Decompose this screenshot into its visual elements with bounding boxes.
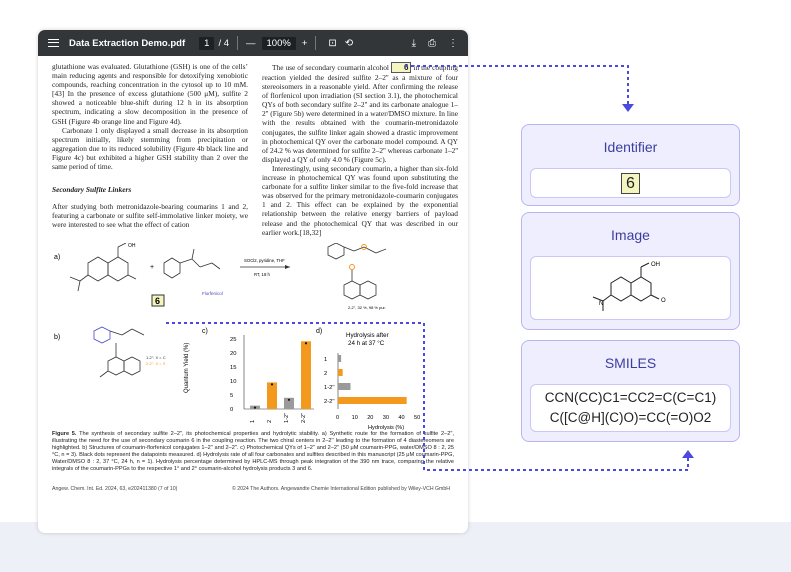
smiles-card-title: SMILES — [604, 354, 657, 371]
c-datapoint — [305, 342, 307, 344]
page-total: / 4 — [218, 37, 229, 49]
zoom-in-button[interactable]: + — [301, 37, 308, 49]
d-x-tick-label: 10 — [351, 414, 358, 421]
panel-label-a: a) — [54, 253, 61, 261]
c-datapoint — [288, 398, 290, 400]
product-structure — [328, 243, 386, 299]
document-title: Data Extraction Demo.pdf — [69, 37, 186, 49]
plus-sign: + — [150, 263, 155, 271]
paragraph: After studying both metronidazole-bearing coumarins 1 and 2, featuring a carbonate or sulfite self-immolative linker moiety, we were interested to see what the effect of cation — [52, 202, 248, 230]
pdf-toolbar — [38, 30, 468, 56]
image-card-body — [530, 256, 731, 320]
d-x-axis-label: Hydrolysis (%) — [368, 424, 405, 431]
reagents-label: SOCl2, pyridine, THF — [244, 257, 285, 263]
conjugate-structure — [94, 327, 144, 377]
figure-caption — [52, 431, 458, 473]
panel-label-d: d) — [316, 327, 323, 335]
c-y-tick-label: 10 — [230, 378, 237, 385]
compound-id-text: 6 — [155, 295, 161, 306]
right-column — [262, 62, 458, 237]
c-bars — [250, 341, 311, 423]
fit-page-icon[interactable]: ⊡ — [328, 37, 337, 49]
florfenicol-label: Florfenicol — [202, 290, 223, 296]
d-title-line-1: Hydrolysis after — [346, 331, 389, 339]
panel-label-c: c) — [202, 327, 208, 335]
smiles-line-1[interactable]: CCN(CC)C1=CC2=C(C=C1) — [544, 390, 717, 405]
d-bar — [338, 369, 343, 376]
arrow-head — [682, 450, 694, 458]
figure-graphics — [52, 243, 458, 431]
identifier-card — [521, 124, 740, 206]
product-label: 2-2'', 32 %, 98 % pur. — [348, 304, 386, 310]
image-card-title: Image — [611, 226, 650, 243]
section-heading: Secondary Sulfite Linkers — [52, 185, 132, 195]
c-datapoint — [271, 383, 273, 385]
c-bar — [267, 382, 277, 409]
compound-id-badge[interactable] — [152, 295, 164, 306]
identifier-card-title: Identifier — [603, 138, 658, 155]
paragraph: Interestingly, using secondary coumarin, a higher than six-fold increase in photochemical QY was found upon substituting the carbonate for a sulfite linker similar to the five-fold increase that was observed for the primary metronidazole-coumarin conjugates 1 and 2. This effect can be explained by the exponential relationship between the relative energy barriers of payload release and the photochemical QY that was described in our earlier work.[18,32] — [262, 163, 458, 237]
smiles-card-body — [530, 384, 731, 432]
c-y-tick-label: 25 — [230, 336, 237, 343]
c-x-tick-label: 2 — [267, 419, 273, 423]
paragraph-text: The use of secondary coumarin alcohol — [272, 63, 389, 72]
pdf-viewer — [38, 30, 468, 533]
chiral-center-marker — [350, 264, 355, 269]
florfenicol-structure — [164, 249, 220, 278]
image-card — [521, 212, 740, 330]
smiles-card — [521, 340, 740, 442]
d-bar — [338, 355, 341, 362]
structure-legend-1: 1-2'': X = C — [146, 354, 166, 360]
caption-text: The synthesis of secondary sulfite 2–2'', its photochemical properties and hydrolytic stability. a) Synthetic route for the formation of sulfite 2–2'', illustrating the need for the use of secondary coumarin 6 in the coupling reaction. The two chiral centers in 2–2'' leading to the formation of 4 diastereomers are highlighted. b) Structures of coumarin-florfenicol conjugates 1–2'' and 2–2''. c) Photochemical QYs of 1–2'' and 2–2'' (50 μM coumarin-PPG, water/DMSO 8 : 2, 25 °C, n = 3). Black dots represent the datapoints measured. d) Hydrolysis rate of all four carbonates and sulfites described in this manuscript (25 μM coumarin-PPG, Water/DMSO 8 : 2, 37 °C, 24 h, n = 1). Hydrolysis percentage determined by HPLC-MS through peak integration of the 390 nm trace, comparing the relative integrals of the coumarin-PPGs to the respective 1° and 2° coumarin-alcohol hydrolysis products 3 and 6. — [52, 430, 455, 472]
footer-copyright: © 2024 The Authors. Angewandte Chemie International Edition published by Wiley-VCH GmbH — [232, 485, 450, 492]
d-x-tick-label: 50 — [414, 414, 421, 421]
d-category-label: 1-2'' — [324, 384, 335, 391]
c-y-tick-label: 15 — [230, 364, 237, 371]
c-x-tick-label: 2-2'' — [301, 412, 307, 423]
smiles-line-2[interactable]: C([C@H](C)O)=CC(=O)O2 — [549, 410, 712, 425]
d-bars — [324, 355, 420, 421]
page-footer — [52, 485, 458, 494]
arrow-head — [285, 265, 290, 269]
conditions-label: RT, 18 h — [254, 271, 270, 277]
d-bar — [338, 397, 407, 404]
paragraph: glutathione was evaluated. Glutathione (GSH) is one of the cells’ main reducing agents and responsible for detoxifying xenobiotic compounds, reaching concentration in the cytosol up to 10 mM.[43] In the presence of excess glutathione (500 μM), sulfite 2 showed a noticeable blue-shift during 12 h in its absorption spectrum, indicating a slow decomposition in the presence of GSH (Figure 4b orange line and Figure 4d). — [52, 62, 248, 126]
d-x-tick-label: 0 — [336, 414, 340, 421]
panel-label-b: b) — [54, 333, 61, 341]
zoom-level-input[interactable]: 100% — [262, 37, 296, 50]
c-y-tick-label: 5 — [230, 392, 234, 399]
identifier-highlight[interactable]: 6 — [391, 62, 411, 73]
download-icon[interactable]: ⤓ — [411, 37, 416, 49]
c-x-tick-label: 1-2'' — [284, 412, 290, 423]
caption-label: Figure 5. — [52, 430, 77, 437]
toolbar-divider — [315, 36, 316, 50]
d-x-tick-label: 40 — [398, 414, 405, 421]
c-x-tick-label: 1 — [250, 419, 256, 423]
coumarin-6-structure — [70, 243, 136, 291]
figure-5 — [52, 243, 458, 431]
zoom-out-button[interactable]: — — [246, 37, 256, 49]
print-icon[interactable]: ⎙ — [428, 37, 436, 49]
c-y-ticks — [230, 337, 236, 413]
d-category-label: 2 — [324, 370, 328, 377]
identifier-value[interactable]: 6 — [621, 173, 640, 194]
d-category-label: 1 — [324, 356, 328, 363]
more-icon[interactable]: ⋮ — [448, 37, 458, 49]
d-bar — [338, 383, 350, 390]
molecule-structure-icon — [581, 259, 681, 317]
c-bar — [301, 341, 311, 409]
identifier-card-body — [530, 168, 731, 198]
d-title-line-2: 24 h at 37 °C — [348, 339, 385, 347]
menu-icon[interactable] — [48, 39, 59, 47]
c-y-tick-label: 20 — [230, 350, 237, 357]
rotate-icon[interactable]: ⟲ — [344, 37, 354, 49]
footer-citation: Angew. Chem. Int. Ed. 2024, 63, e202411380 (7 of 10) — [52, 485, 178, 492]
page-number-input[interactable]: 1 — [199, 37, 214, 50]
structure-legend-2: 2-2'': X = S — [146, 360, 166, 366]
c-y-tick-label: 0 — [230, 406, 234, 413]
c-y-axis-label: Quantum Yield (%) — [184, 342, 190, 393]
n-label: N — [598, 301, 603, 307]
arrow-head — [622, 104, 634, 112]
o-label: O — [660, 298, 666, 304]
pdf-page — [38, 56, 468, 494]
d-x-tick-label: 30 — [382, 414, 390, 421]
oh-label: OH — [650, 262, 660, 268]
left-column — [52, 62, 248, 237]
toolbar-divider — [237, 36, 238, 50]
c-datapoint — [254, 406, 256, 408]
d-x-tick-label: 20 — [367, 414, 374, 421]
paragraph: Carbonate 1 only displayed a small decrease in its absorption spectrum initially, likely stemming from precipitation or aggregation due to its reduced solubility (Figure 4b black line and Figure 4c) but exhibited a higher GSH stability than 2 over the same period of time. — [52, 125, 248, 172]
oh-label: OH — [128, 242, 136, 249]
paragraph-text: in the coupling reaction yielded the desired sulfite 2–2'' as a mixture of four stereoisomers in a reasonable yield. After confirming the release of florfenicol upon irradiation (SI section 3.1), the photochemical QYs of both secondary sulfite 2–2'' and its carbonate analogue 1–2'' (Figure 5b) were determined in a water/DMSO mixture. In line with the results obtained with the coumarin-metronidazole conjugates, the sulfite linker again showed a drastic improvement in photochemical QY over the carbonate model compound. A QY of 24.2 % was determined for sulfite 2–2'' whereas carbonate 1–2'' displayed a QY of only 4.0 % (Figure 5c). — [262, 63, 458, 164]
d-category-label: 2-2'' — [324, 398, 335, 405]
